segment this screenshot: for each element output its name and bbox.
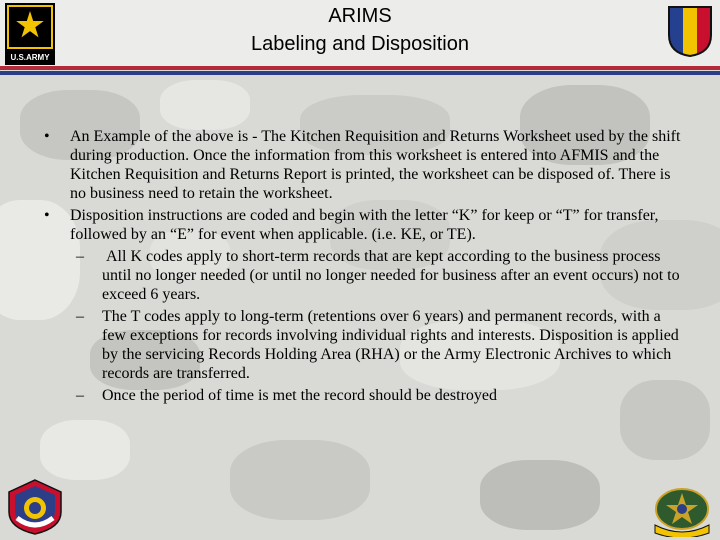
- sub-bullet-marker: –: [76, 308, 84, 325]
- page-title: ARIMS: [328, 5, 392, 27]
- sub-bullet-text: Once the period of time is met the record should be destroyed: [102, 387, 497, 404]
- army-logo-text: U.S.ARMY: [10, 53, 50, 62]
- support-unit-patch-icon: [5, 478, 65, 536]
- bullet-text: An Example of the above is - The Kitchen Requisition and Returns Worksheet used by the shift during production. Once the information from this worksheet is entered into AFMIS and the Kitchen Requisition and Returns Report is printed, the worksheet can be disposed of. There is no business need to retain the worksheet.: [70, 128, 681, 202]
- page-subtitle: Labeling and Disposition: [251, 33, 469, 55]
- sub-bullet-text: The T codes apply to long-term (retentions over 6 years) and permanent records, with a few exceptions for records involving individual rights and interests. Disposition is applied by the servicing Records Holding Area (RHA) or the Army Electronic Archives to which records are transferred.: [102, 308, 679, 382]
- bullet-item: [44, 127, 684, 203]
- quartermaster-patch-icon: [651, 487, 713, 537]
- bullet-marker: •: [44, 128, 50, 145]
- header-blue-stripe: [0, 71, 720, 75]
- header-red-stripe: [0, 66, 720, 70]
- sub-bullet-marker: –: [76, 248, 84, 265]
- sub-bullet-item: [44, 307, 684, 383]
- us-army-logo: [5, 3, 55, 65]
- sub-bullet-item: [44, 247, 684, 304]
- bullet-item: [44, 206, 684, 244]
- unit-crest-icon: [667, 5, 713, 58]
- sub-bullet-item: [44, 386, 684, 405]
- slide-content: [44, 127, 684, 405]
- bullet-marker: •: [44, 207, 50, 224]
- sub-bullet-marker: –: [76, 387, 84, 404]
- sub-bullet-text: All K codes apply to short-term records that are kept according to the business process until no longer needed (or until no longer needed for business after an event occurs) not to exceed 6 years.: [102, 248, 684, 303]
- bullet-text: Disposition instructions are coded and begin with the letter “K” for keep or “T” for transfer, followed by an “E” for event when applicable. (i.e. KE, or TE).: [70, 207, 659, 243]
